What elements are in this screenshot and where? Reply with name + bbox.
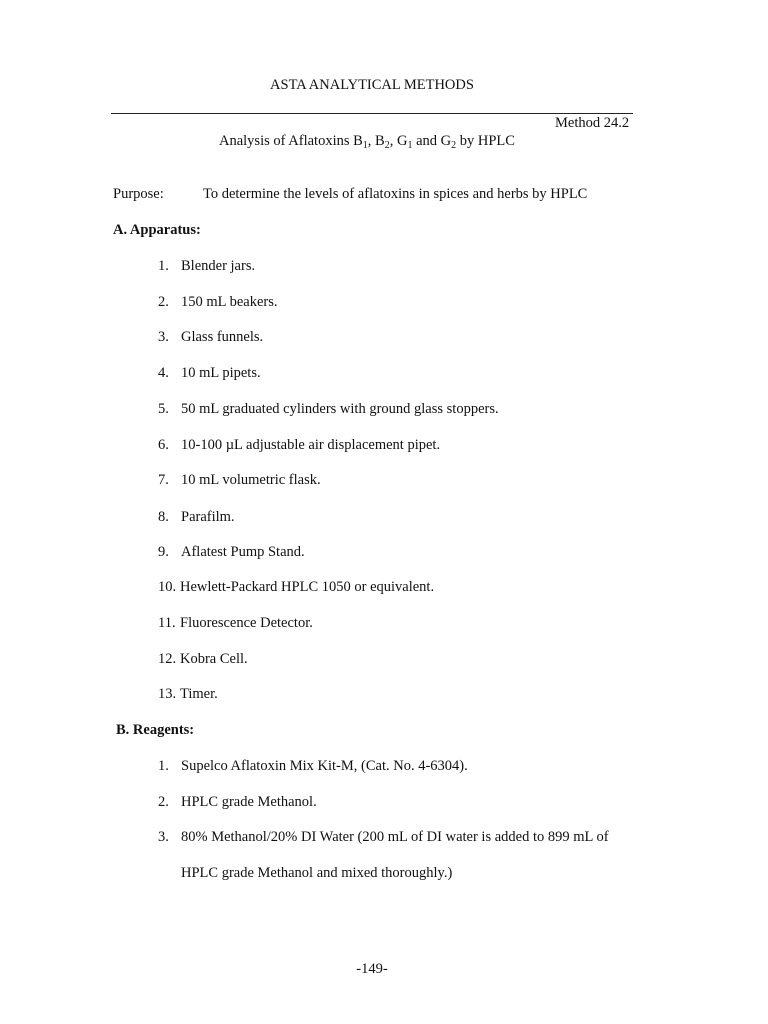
subtitle-text: , B [367,133,385,149]
apparatus-item [158,510,235,525]
subtitle-subscript: 2 [451,140,457,151]
apparatus-item [158,259,255,274]
apparatus-item [158,438,440,453]
purpose-text: To determine the levels of aflatoxins in spices and herbs by HPLC [203,186,588,202]
apparatus-item [158,330,263,345]
purpose-label: Purpose: [113,186,164,202]
item-number: 13. [158,686,177,702]
item-text: 10 mL volumetric flask. [181,472,321,488]
item-text: Aflatest Pump Stand. [181,544,305,560]
item-number: 8. [158,509,169,525]
reagents-heading: B. Reagents: [116,722,195,738]
item-number: 1. [158,758,169,774]
item-text: Hewlett-Packard HPLC 1050 or equivalent. [180,579,435,595]
apparatus-heading: A. Apparatus: [113,222,201,238]
item-number: 10. [158,579,177,595]
item-text: Supelco Aflatoxin Mix Kit-M, (Cat. No. 4-6304). [181,758,468,774]
subtitle-subscript: 1 [407,140,413,151]
apparatus-item [158,545,305,560]
document-header-title: ASTA ANALYTICAL METHODS [270,77,474,93]
apparatus-item [158,652,248,667]
subtitle-text: , G [389,133,408,149]
item-text: Blender jars. [181,258,256,274]
item-number: 7. [158,472,169,488]
apparatus-item [158,687,218,702]
method-subtitle [219,134,515,149]
subtitle-text: Analysis of Aflatoxins B [219,133,363,149]
item-text: Glass funnels. [181,329,264,345]
subtitle-subscript: 1 [362,140,368,151]
item-number: 6. [158,437,169,453]
item-text: 150 mL beakers. [181,294,278,310]
page-number: -149- [356,961,388,977]
header-rule [111,113,633,114]
item-number: 2. [158,794,169,810]
apparatus-item [158,580,434,595]
item-text: Fluorescence Detector. [180,615,313,631]
item-text: 50 mL graduated cylinders with ground glass stoppers. [181,401,499,417]
subtitle-text: and G [412,133,452,149]
item-text: 10-100 µL adjustable air displacement pipet. [181,437,441,453]
reagent-item [158,759,468,774]
item-number: 3. [158,329,169,345]
item-text: 80% Methanol/20% DI Water (200 mL of DI water is added to 899 mL of [181,829,609,845]
item-number: 3. [158,829,169,845]
item-number: 5. [158,401,169,417]
apparatus-item [158,366,261,381]
apparatus-item [158,473,321,488]
item-number: 2. [158,294,169,310]
item-number: 9. [158,544,169,560]
item-text: 10 mL pipets. [181,365,261,381]
apparatus-item [158,402,499,417]
item-text: Kobra Cell. [180,651,248,667]
subtitle-subscript: 2 [384,140,390,151]
method-number: Method 24.2 [555,115,630,131]
item-number: 11. [158,615,176,631]
subtitle-text: by HPLC [456,133,515,149]
item-text: HPLC grade Methanol. [181,794,317,810]
item-text: Timer. [180,686,218,702]
item-number: 12. [158,651,177,667]
apparatus-item [158,295,278,310]
apparatus-item [158,616,313,631]
item-text: Parafilm. [181,509,235,525]
item-number: 1. [158,258,169,274]
reagent-item-continuation: HPLC grade Methanol and mixed thoroughly.) [181,865,453,881]
reagent-item [158,795,317,810]
item-number: 4. [158,365,169,381]
reagent-item [158,830,609,845]
